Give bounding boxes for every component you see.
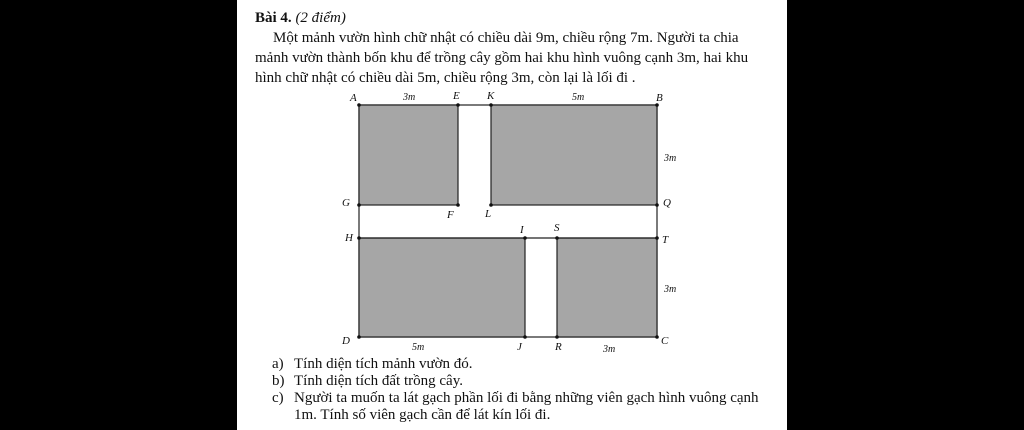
point-label-c: C [661, 335, 669, 347]
question-text: Người ta muốn ta lát gạch phần lối đi bằng những viên gạch hình vuông cạnh 1m. Tính số viên gạch cần để lát kín lối đi. [294, 390, 759, 423]
question-text: Tính diện tích đất trồng cây. [294, 373, 463, 389]
point-label-k: K [487, 90, 495, 102]
point-label-r: R [555, 341, 562, 353]
question-label: c) [272, 390, 284, 406]
point-label-j: J [517, 341, 522, 353]
statement-line: mảnh vườn thành bốn khu để trồng cây gồm hai khu hình vuông cạnh 3m, hai khu [255, 50, 749, 66]
dim-label-tc: 3m [664, 284, 677, 295]
problem-points: (2 điểm) [295, 10, 346, 26]
dim-label-kb: 5m [572, 92, 585, 103]
point-label-t: T [662, 234, 669, 246]
point-label-e: E [453, 90, 460, 102]
question-text: Tính diện tích mảnh vườn đó. [294, 356, 473, 372]
square-plot-top [359, 105, 458, 205]
problem-number: Bài 4. [255, 10, 292, 26]
point-label-s: S [554, 222, 560, 234]
point-label-b: B [656, 92, 663, 104]
question-list [272, 356, 782, 424]
dim-label-ae: 3m [403, 92, 416, 103]
dim-label-dj: 5m [412, 342, 425, 353]
question-a [272, 356, 782, 373]
question-label: a) [272, 356, 284, 372]
question-label: b) [272, 373, 285, 389]
point-label-q: Q [663, 197, 671, 209]
question-b [272, 373, 782, 390]
statement-line: Một mảnh vườn hình chữ nhật có chiều dài 9m, chiều rộng 7m. Người ta chia [273, 30, 739, 46]
point-label-a: A [350, 92, 357, 104]
dim-label-rc: 3m [603, 344, 616, 355]
document-page [237, 0, 787, 430]
point-label-g: G [342, 197, 350, 209]
rect-plot-top [491, 105, 657, 205]
point-label-d: D [342, 335, 350, 347]
statement-line: hình chữ nhật có chiều dài 5m, chiều rộng 3m, còn lại là lối đi . [255, 70, 636, 86]
point-label-h: H [345, 232, 353, 244]
point-label-l: L [485, 208, 492, 220]
square-plot-bottom [557, 238, 657, 337]
question-c [272, 390, 782, 424]
dim-label-bq: 3m [664, 153, 677, 164]
point-label-f: F [447, 209, 454, 221]
rect-plot-bottom [359, 238, 525, 337]
point-label-i: I [520, 224, 524, 236]
